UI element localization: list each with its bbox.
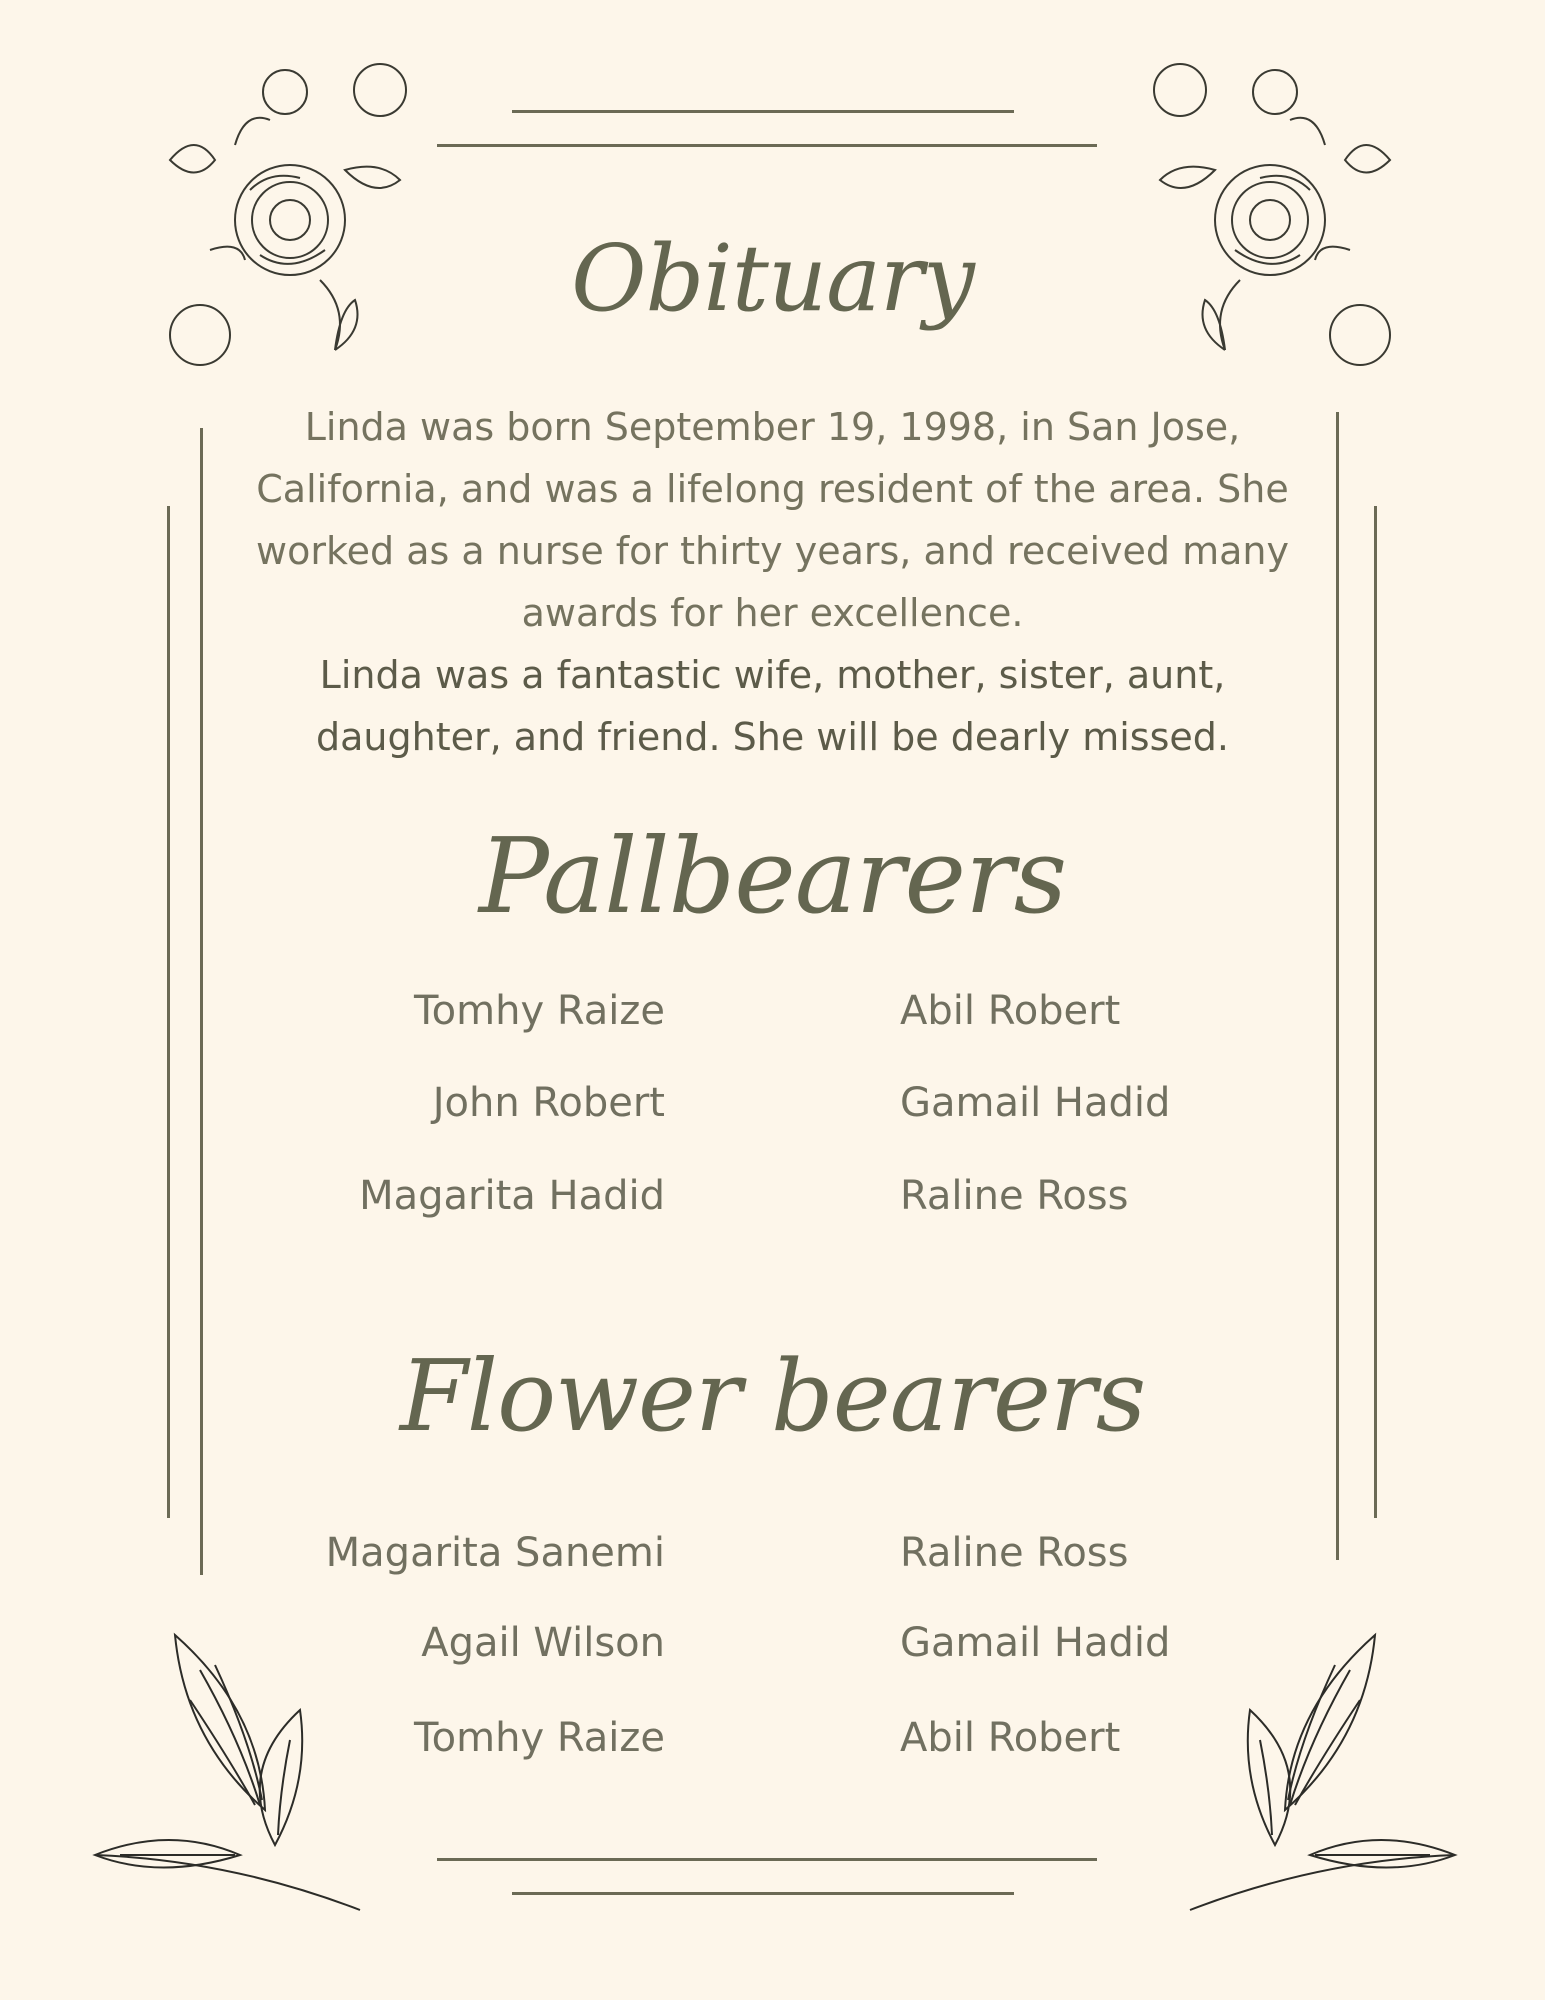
flower-bearer-name: Agail Wilson xyxy=(421,1620,665,1666)
pallbearer-name: Abil Robert xyxy=(900,988,1121,1034)
bottom-rule-short xyxy=(512,1892,1014,1895)
flower-bearer-name: Gamail Hadid xyxy=(900,1620,1171,1666)
flower-bearer-name: Magarita Sanemi xyxy=(325,1530,665,1576)
pallbearers-heading: Pallbearers xyxy=(478,815,1067,937)
flower-bearer-name: Tomhy Raize xyxy=(414,1715,665,1761)
page-title: Obituary xyxy=(571,225,974,332)
flower-bearer-name: Raline Ross xyxy=(900,1530,1129,1576)
top-rule-short xyxy=(512,110,1014,113)
flower-bearers-heading: Flower bearers xyxy=(399,1340,1146,1454)
top-rule-long xyxy=(437,144,1097,147)
pallbearer-name: Gamail Hadid xyxy=(900,1080,1171,1126)
obituary-paragraph: Linda was born September 19, 1998, in San Jose, California, and was a lifelong resident of the area. She worked as a nurse for thirty years, and received many awards for her excellence. xyxy=(256,405,1289,635)
flower-bearer-name: Abil Robert xyxy=(900,1715,1121,1761)
pallbearer-name: Magarita Hadid xyxy=(359,1173,665,1219)
tribute-paragraph: Linda was a fantastic wife, mother, sister, aunt, daughter, and friend. She will be dearly missed. xyxy=(316,653,1229,759)
pallbearer-name: John Robert xyxy=(432,1080,665,1126)
pallbearer-name: Raline Ross xyxy=(900,1173,1129,1219)
bottom-rule-long xyxy=(437,1858,1097,1861)
leaves-bottom-right-icon xyxy=(1180,1630,1460,1920)
pallbearer-name: Tomhy Raize xyxy=(414,988,665,1034)
leaves-bottom-left-icon xyxy=(90,1630,370,1920)
